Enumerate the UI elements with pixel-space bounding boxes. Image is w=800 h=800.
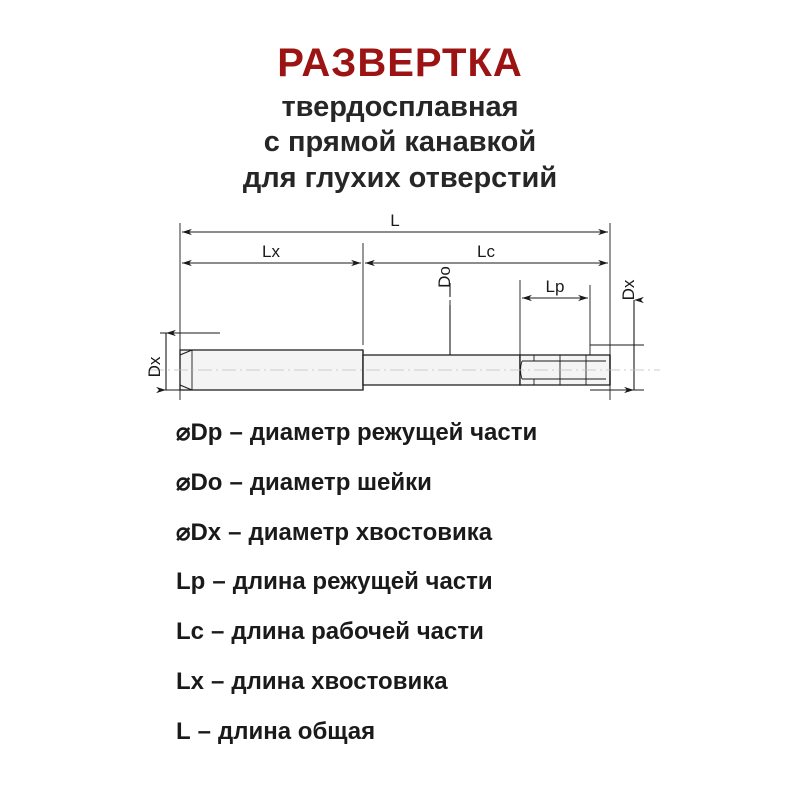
dimension-label-Lp: Lp xyxy=(545,277,565,296)
subtitle-line-2: с прямой канавкой xyxy=(263,126,537,159)
legend-description: длина рабочей части xyxy=(231,618,484,645)
reamer-technical-drawing xyxy=(120,205,680,420)
dimension-label-Lc: Lc xyxy=(477,242,495,261)
legend-dash: – xyxy=(228,519,242,546)
legend-symbol: ⌀Dx xyxy=(176,519,222,546)
legend-item-lc xyxy=(176,618,776,668)
legend-description: диаметр шейки xyxy=(249,469,432,496)
legend-item-do xyxy=(176,468,776,518)
dimension-label-L: L xyxy=(390,211,400,230)
legend-symbol: L xyxy=(176,718,191,745)
legend-item-lp xyxy=(176,568,776,618)
legend-list xyxy=(176,418,776,768)
legend-dash: – xyxy=(211,618,225,645)
legend-dash: – xyxy=(197,718,212,745)
page-title: РАЗВЕРТКА xyxy=(277,41,523,85)
dimension-label-Lx: Lx xyxy=(262,242,280,261)
subtitle-line-3: для глухих отверстий xyxy=(242,161,558,194)
title-block xyxy=(0,42,800,196)
subtitle-line-1: твердосплавная xyxy=(281,91,519,123)
legend-symbol: ⌀Dp xyxy=(176,419,223,446)
legend-symbol: ⌀Do xyxy=(176,469,223,496)
dimension-label-Do: Do xyxy=(435,266,454,288)
legend-symbol: Lx xyxy=(176,668,205,695)
legend-item-dx xyxy=(176,518,776,568)
dimension-label-Dx-right: Dx xyxy=(619,279,638,301)
legend-description: диаметр режущей части xyxy=(249,419,538,446)
legend-description: длина режущей части xyxy=(232,568,493,595)
legend-symbol: Lc xyxy=(176,618,205,645)
legend-item-lx xyxy=(176,668,776,718)
legend-description: диаметр хвостовика xyxy=(248,519,493,546)
legend-item-dp xyxy=(176,418,776,468)
legend-description: длина общая xyxy=(218,718,376,745)
legend-description: длина хвостовика xyxy=(231,668,448,695)
dimension-label-Dx-left: Dx xyxy=(145,356,164,378)
legend-item-l xyxy=(176,718,776,768)
legend-dash: – xyxy=(211,668,225,695)
legend-dash: – xyxy=(212,568,226,595)
legend-symbol: Lp xyxy=(176,568,206,595)
legend-dash: – xyxy=(229,419,243,446)
legend-dash: – xyxy=(229,469,243,496)
